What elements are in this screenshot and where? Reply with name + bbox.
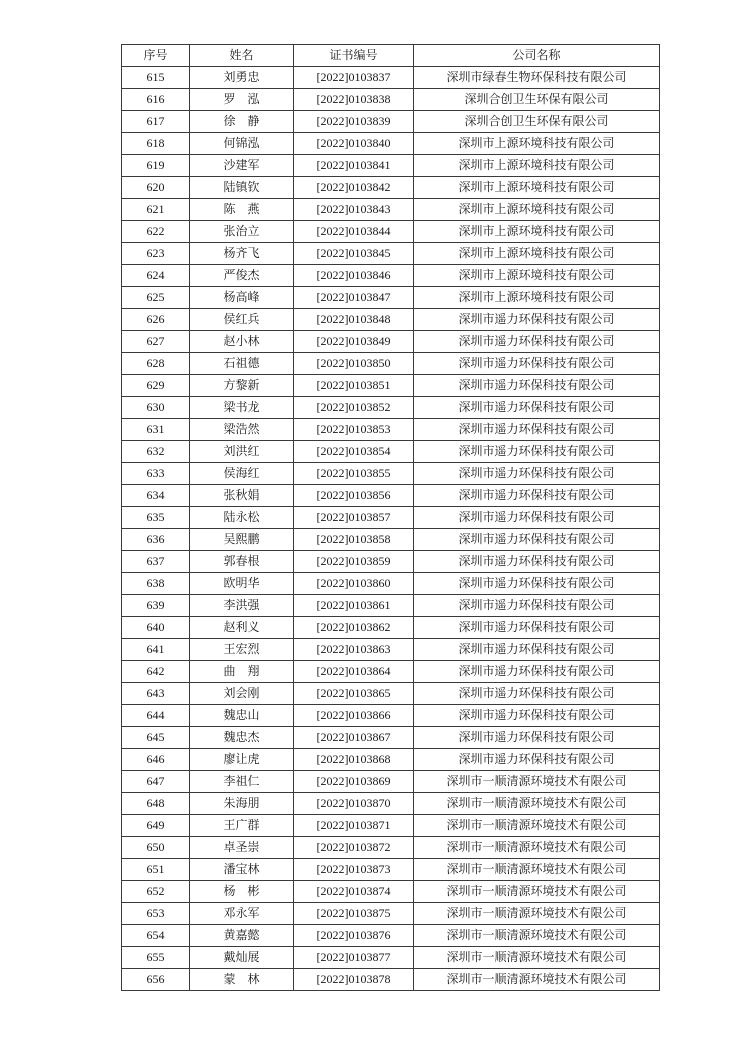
cell-company-name: 深圳市一顺清源环境技术有限公司 [414,815,660,837]
cell-company-name: 深圳合创卫生环保有限公司 [414,111,660,133]
table-row [122,595,660,617]
cell-certificate-number: [2022]0103851 [294,375,414,397]
cell-company-name: 深圳市上源环境科技有限公司 [414,133,660,155]
cell-certificate-number: [2022]0103841 [294,155,414,177]
table-row [122,969,660,991]
table-row [122,309,660,331]
cell-company-name: 深圳市一顺清源环境技术有限公司 [414,859,660,881]
cell-name: 王广群 [190,815,294,837]
cell-certificate-number: [2022]0103840 [294,133,414,155]
cell-certificate-number: [2022]0103876 [294,925,414,947]
cell-certificate-number: [2022]0103860 [294,573,414,595]
cell-company-name: 深圳市遥力环保科技有限公司 [414,507,660,529]
table-row [122,705,660,727]
cell-serial-number: 617 [122,111,190,133]
cell-name: 徐 静 [190,111,294,133]
table-row [122,265,660,287]
certificate-table [121,44,660,991]
cell-serial-number: 649 [122,815,190,837]
cell-name: 何锦泓 [190,133,294,155]
cell-name: 刘勇忠 [190,67,294,89]
cell-certificate-number: [2022]0103862 [294,617,414,639]
table-row [122,551,660,573]
cell-company-name: 深圳市遥力环保科技有限公司 [414,463,660,485]
table-row [122,67,660,89]
cell-certificate-number: [2022]0103844 [294,221,414,243]
cell-company-name: 深圳市遥力环保科技有限公司 [414,375,660,397]
cell-certificate-number: [2022]0103859 [294,551,414,573]
cell-certificate-number: [2022]0103838 [294,89,414,111]
table-row [122,89,660,111]
cell-serial-number: 620 [122,177,190,199]
cell-company-name: 深圳市遥力环保科技有限公司 [414,441,660,463]
cell-serial-number: 641 [122,639,190,661]
cell-serial-number: 639 [122,595,190,617]
cell-name: 魏忠山 [190,705,294,727]
cell-serial-number: 636 [122,529,190,551]
cell-serial-number: 637 [122,551,190,573]
table-row [122,133,660,155]
cell-company-name: 深圳市上源环境科技有限公司 [414,221,660,243]
cell-company-name: 深圳市一顺清源环境技术有限公司 [414,947,660,969]
cell-name: 戴灿展 [190,947,294,969]
cell-name: 陆镇钦 [190,177,294,199]
cell-name: 王宏烈 [190,639,294,661]
cell-serial-number: 629 [122,375,190,397]
cell-certificate-number: [2022]0103850 [294,353,414,375]
cell-serial-number: 640 [122,617,190,639]
table-row [122,529,660,551]
cell-certificate-number: [2022]0103845 [294,243,414,265]
cell-serial-number: 631 [122,419,190,441]
table-row [122,815,660,837]
table-row [122,397,660,419]
cell-serial-number: 625 [122,287,190,309]
cell-certificate-number: [2022]0103855 [294,463,414,485]
cell-name: 侯红兵 [190,309,294,331]
cell-company-name: 深圳市上源环境科技有限公司 [414,155,660,177]
cell-company-name: 深圳市一顺清源环境技术有限公司 [414,969,660,991]
table-row [122,243,660,265]
cell-serial-number: 635 [122,507,190,529]
cell-company-name: 深圳市上源环境科技有限公司 [414,199,660,221]
cell-certificate-number: [2022]0103864 [294,661,414,683]
cell-company-name: 深圳市遥力环保科技有限公司 [414,551,660,573]
table-row [122,177,660,199]
cell-name: 刘洪红 [190,441,294,463]
cell-company-name: 深圳市遥力环保科技有限公司 [414,331,660,353]
cell-certificate-number: [2022]0103854 [294,441,414,463]
cell-company-name: 深圳市一顺清源环境技术有限公司 [414,771,660,793]
cell-serial-number: 618 [122,133,190,155]
cell-serial-number: 643 [122,683,190,705]
cell-company-name: 深圳市遥力环保科技有限公司 [414,353,660,375]
cell-serial-number: 634 [122,485,190,507]
cell-company-name: 深圳市一顺清源环境技术有限公司 [414,925,660,947]
table-row [122,683,660,705]
table-row [122,859,660,881]
cell-name: 杨高峰 [190,287,294,309]
table-header-row [122,45,660,67]
cell-name: 陈 燕 [190,199,294,221]
table-row [122,617,660,639]
cell-name: 杨 彬 [190,881,294,903]
cell-company-name: 深圳市上源环境科技有限公司 [414,177,660,199]
cell-certificate-number: [2022]0103846 [294,265,414,287]
cell-name: 李祖仁 [190,771,294,793]
cell-serial-number: 616 [122,89,190,111]
table-body [122,67,660,991]
cell-company-name: 深圳市遥力环保科技有限公司 [414,529,660,551]
cell-name: 梁浩然 [190,419,294,441]
cell-name: 魏忠杰 [190,727,294,749]
cell-serial-number: 632 [122,441,190,463]
cell-company-name: 深圳市遥力环保科技有限公司 [414,683,660,705]
cell-name: 潘宝林 [190,859,294,881]
cell-certificate-number: [2022]0103874 [294,881,414,903]
cell-name: 朱海朋 [190,793,294,815]
cell-name: 杨齐飞 [190,243,294,265]
cell-certificate-number: [2022]0103843 [294,199,414,221]
cell-certificate-number: [2022]0103868 [294,749,414,771]
cell-name: 刘会刚 [190,683,294,705]
cell-serial-number: 633 [122,463,190,485]
header-certificate-number: 证书编号 [294,45,414,67]
cell-serial-number: 652 [122,881,190,903]
table-row [122,441,660,463]
cell-serial-number: 621 [122,199,190,221]
table-row [122,221,660,243]
cell-serial-number: 646 [122,749,190,771]
cell-serial-number: 630 [122,397,190,419]
cell-company-name: 深圳市上源环境科技有限公司 [414,243,660,265]
cell-certificate-number: [2022]0103869 [294,771,414,793]
cell-company-name: 深圳市遥力环保科技有限公司 [414,573,660,595]
cell-certificate-number: [2022]0103872 [294,837,414,859]
cell-company-name: 深圳市遥力环保科技有限公司 [414,727,660,749]
table-row [122,199,660,221]
cell-name: 赵利义 [190,617,294,639]
cell-certificate-number: [2022]0103873 [294,859,414,881]
cell-certificate-number: [2022]0103853 [294,419,414,441]
header-company-name: 公司名称 [414,45,660,67]
table-row [122,837,660,859]
table-row [122,727,660,749]
table-row [122,881,660,903]
cell-serial-number: 623 [122,243,190,265]
cell-name: 吴熙鹏 [190,529,294,551]
table-row [122,287,660,309]
cell-serial-number: 626 [122,309,190,331]
cell-certificate-number: [2022]0103842 [294,177,414,199]
cell-certificate-number: [2022]0103863 [294,639,414,661]
cell-serial-number: 615 [122,67,190,89]
table-row [122,661,660,683]
table-row [122,639,660,661]
table-row [122,903,660,925]
cell-company-name: 深圳市遥力环保科技有限公司 [414,595,660,617]
table-row [122,111,660,133]
cell-serial-number: 628 [122,353,190,375]
cell-serial-number: 647 [122,771,190,793]
header-name: 姓名 [190,45,294,67]
cell-serial-number: 648 [122,793,190,815]
cell-name: 赵小林 [190,331,294,353]
cell-company-name: 深圳市一顺清源环境技术有限公司 [414,881,660,903]
cell-certificate-number: [2022]0103861 [294,595,414,617]
cell-serial-number: 619 [122,155,190,177]
table-row [122,331,660,353]
cell-certificate-number: [2022]0103877 [294,947,414,969]
cell-serial-number: 653 [122,903,190,925]
cell-serial-number: 655 [122,947,190,969]
cell-name: 李洪强 [190,595,294,617]
cell-company-name: 深圳市遥力环保科技有限公司 [414,661,660,683]
cell-serial-number: 654 [122,925,190,947]
cell-company-name: 深圳市一顺清源环境技术有限公司 [414,903,660,925]
table-row [122,419,660,441]
cell-serial-number: 622 [122,221,190,243]
cell-serial-number: 638 [122,573,190,595]
cell-company-name: 深圳市上源环境科技有限公司 [414,265,660,287]
cell-certificate-number: [2022]0103839 [294,111,414,133]
cell-company-name: 深圳市遥力环保科技有限公司 [414,485,660,507]
cell-certificate-number: [2022]0103875 [294,903,414,925]
cell-name: 张秋娟 [190,485,294,507]
cell-name: 蒙 林 [190,969,294,991]
cell-name: 曲 翔 [190,661,294,683]
cell-certificate-number: [2022]0103849 [294,331,414,353]
cell-certificate-number: [2022]0103848 [294,309,414,331]
table-row [122,749,660,771]
cell-serial-number: 656 [122,969,190,991]
cell-certificate-number: [2022]0103858 [294,529,414,551]
table-row [122,463,660,485]
cell-company-name: 深圳市绿春生物环保科技有限公司 [414,67,660,89]
cell-serial-number: 624 [122,265,190,287]
table-row [122,573,660,595]
cell-certificate-number: [2022]0103865 [294,683,414,705]
cell-name: 沙建军 [190,155,294,177]
cell-certificate-number: [2022]0103837 [294,67,414,89]
cell-name: 廖让虎 [190,749,294,771]
table-row [122,771,660,793]
cell-company-name: 深圳市遥力环保科技有限公司 [414,397,660,419]
header-serial-number: 序号 [122,45,190,67]
table-row [122,155,660,177]
cell-certificate-number: [2022]0103866 [294,705,414,727]
cell-certificate-number: [2022]0103852 [294,397,414,419]
cell-certificate-number: [2022]0103856 [294,485,414,507]
cell-company-name: 深圳市遥力环保科技有限公司 [414,309,660,331]
cell-serial-number: 651 [122,859,190,881]
cell-name: 陆永松 [190,507,294,529]
cell-name: 欧明华 [190,573,294,595]
cell-company-name: 深圳市一顺清源环境技术有限公司 [414,793,660,815]
table-row [122,353,660,375]
table-row [122,375,660,397]
cell-serial-number: 650 [122,837,190,859]
cell-name: 罗 泓 [190,89,294,111]
cell-certificate-number: [2022]0103857 [294,507,414,529]
cell-company-name: 深圳市遥力环保科技有限公司 [414,705,660,727]
cell-certificate-number: [2022]0103871 [294,815,414,837]
cell-serial-number: 627 [122,331,190,353]
table-row [122,485,660,507]
cell-company-name: 深圳市遥力环保科技有限公司 [414,639,660,661]
cell-name: 黄嘉懿 [190,925,294,947]
cell-serial-number: 642 [122,661,190,683]
cell-name: 卓圣崇 [190,837,294,859]
table-row [122,947,660,969]
cell-name: 方黎新 [190,375,294,397]
cell-name: 张治立 [190,221,294,243]
cell-name: 侯海红 [190,463,294,485]
cell-certificate-number: [2022]0103870 [294,793,414,815]
cell-company-name: 深圳市遥力环保科技有限公司 [414,617,660,639]
cell-company-name: 深圳市上源环境科技有限公司 [414,287,660,309]
cell-serial-number: 645 [122,727,190,749]
cell-name: 梁书龙 [190,397,294,419]
cell-name: 石祖德 [190,353,294,375]
cell-company-name: 深圳市遥力环保科技有限公司 [414,749,660,771]
cell-name: 邓永军 [190,903,294,925]
table-row [122,793,660,815]
cell-name: 严俊杰 [190,265,294,287]
cell-certificate-number: [2022]0103867 [294,727,414,749]
cell-company-name: 深圳市一顺清源环境技术有限公司 [414,837,660,859]
cell-name: 郭春根 [190,551,294,573]
table-row [122,507,660,529]
cell-company-name: 深圳合创卫生环保有限公司 [414,89,660,111]
cell-serial-number: 644 [122,705,190,727]
cell-company-name: 深圳市遥力环保科技有限公司 [414,419,660,441]
table-row [122,925,660,947]
cell-certificate-number: [2022]0103878 [294,969,414,991]
cell-certificate-number: [2022]0103847 [294,287,414,309]
